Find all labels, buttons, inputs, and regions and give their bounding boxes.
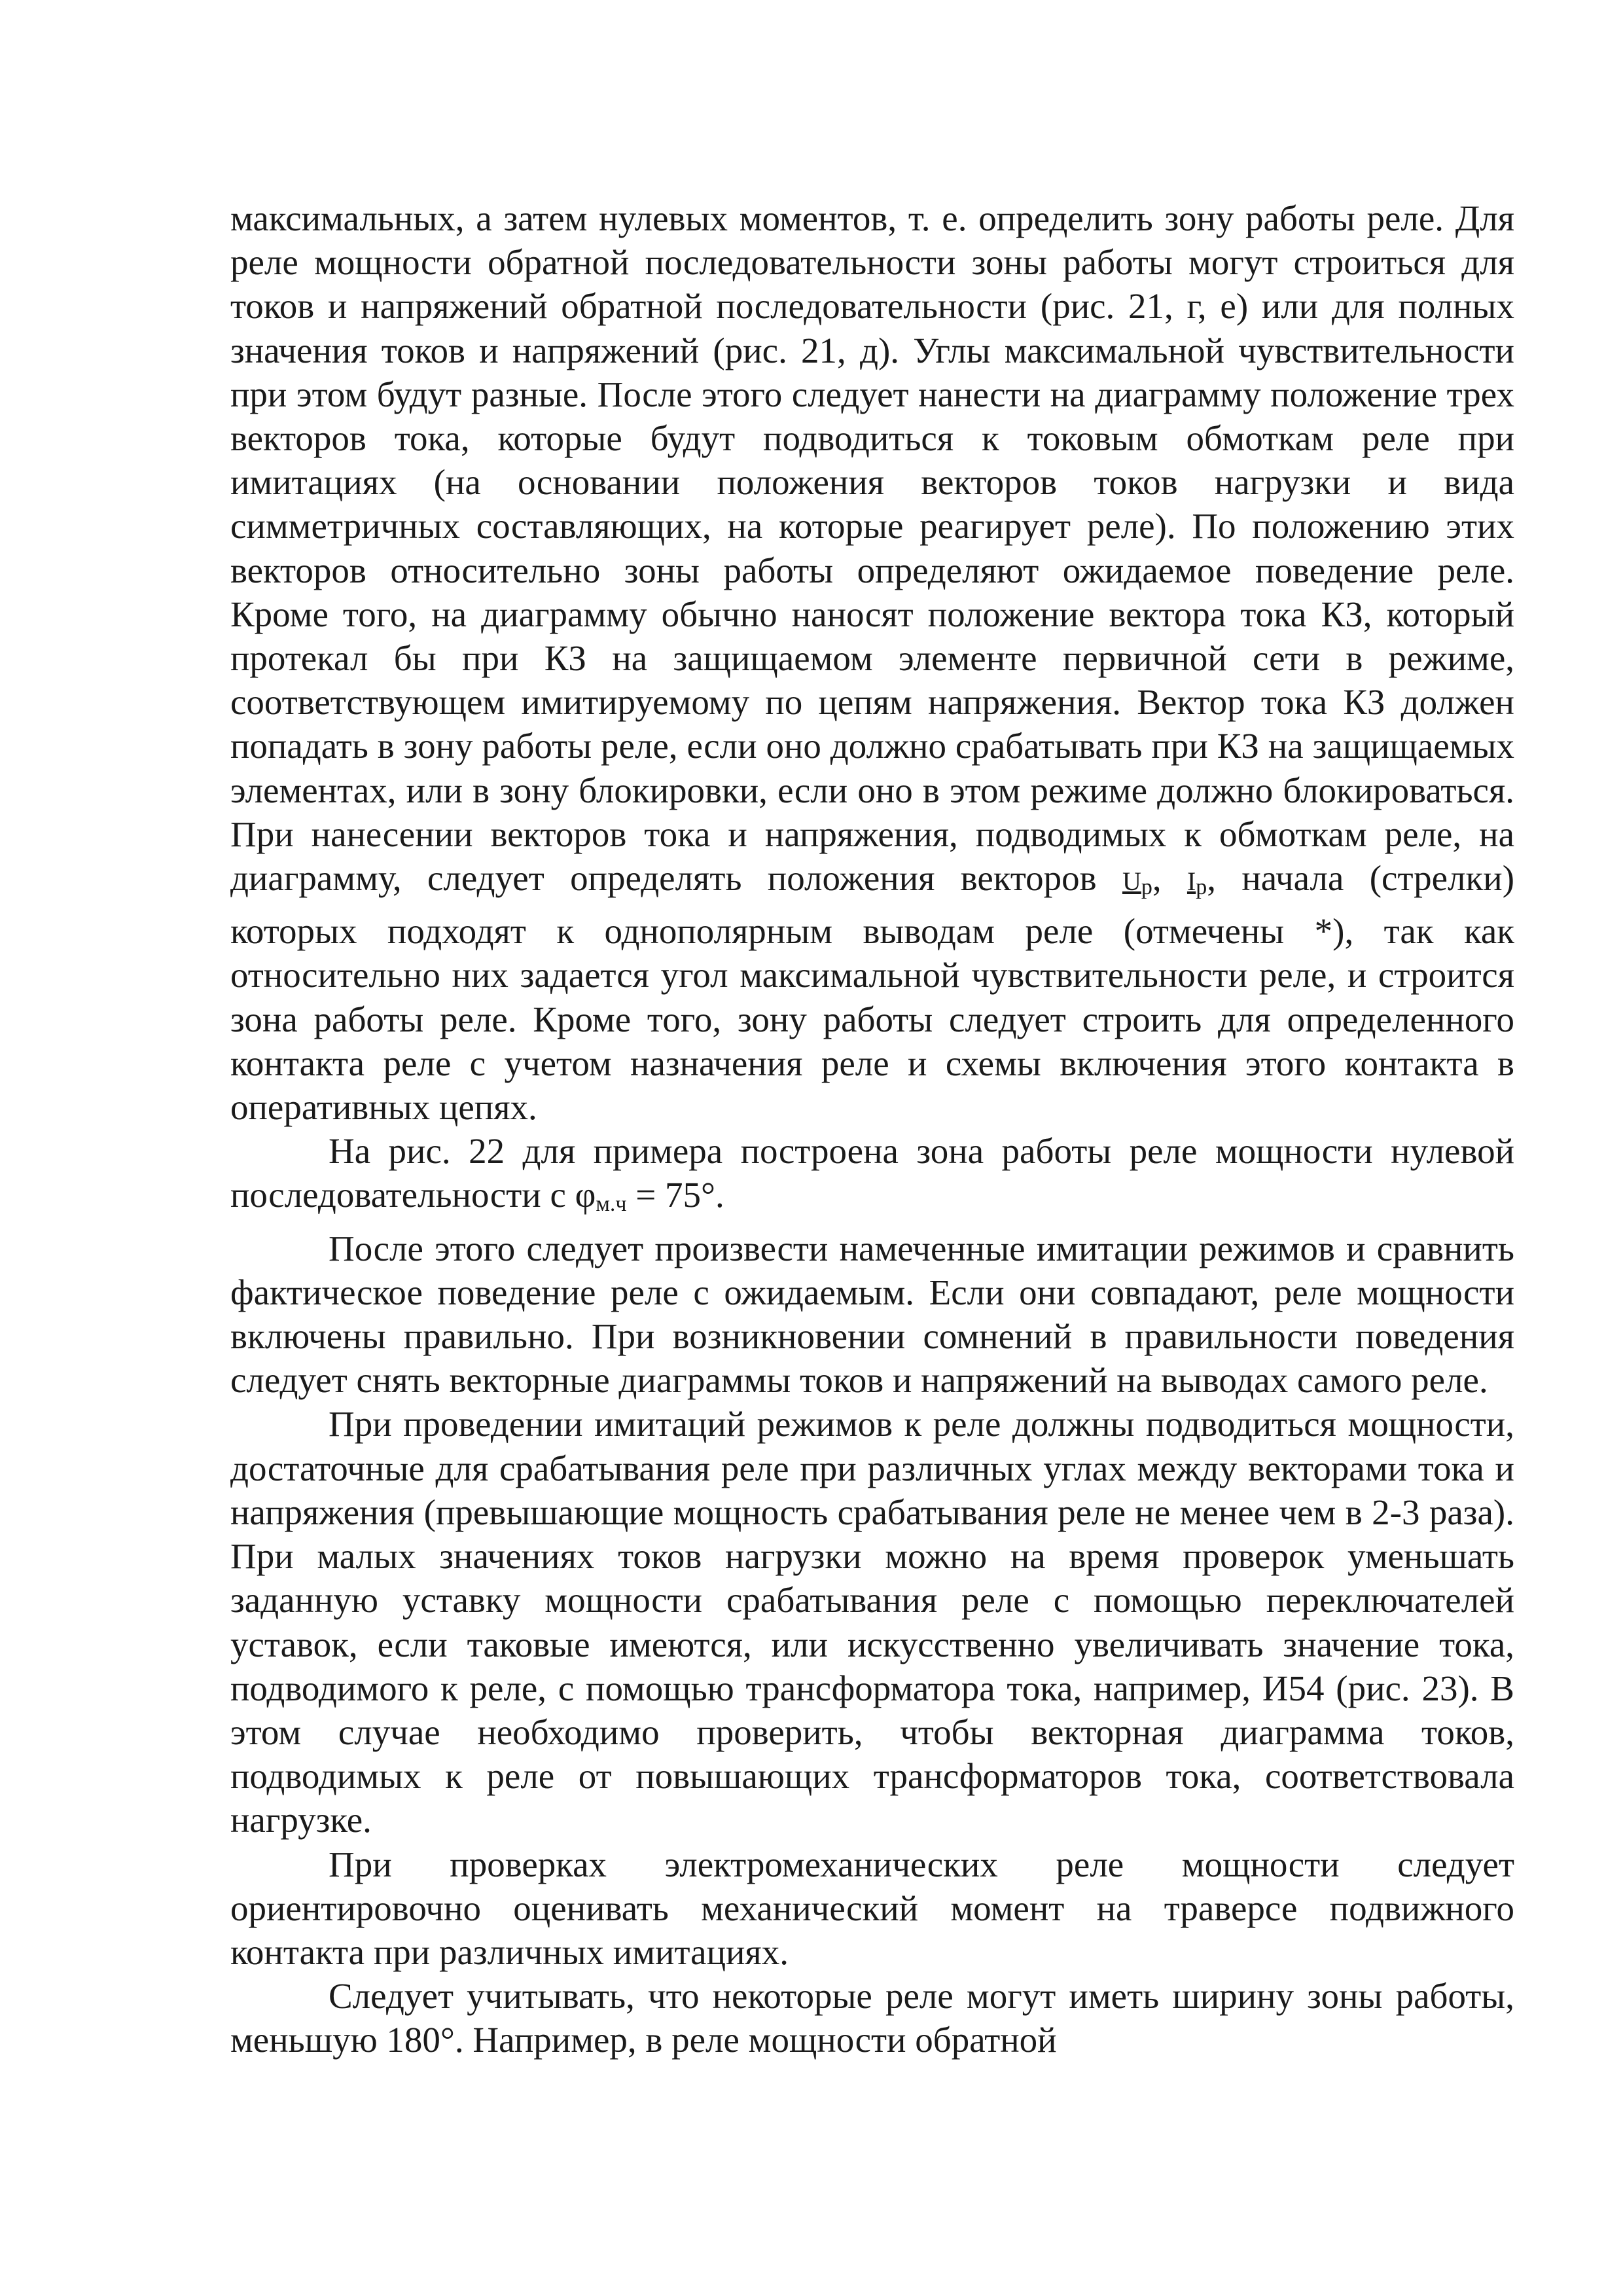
paragraph-6: Следует учитывать, что некоторые реле могут иметь ширину зоны работы, меньшую 180°. Например, в реле мощности обратной xyxy=(230,1976,1514,2060)
phi-subscript: м.ч xyxy=(596,1192,627,1217)
paragraph-2: На рис. 22 для примера построена зона работы реле мощности нулевой последовательности с φм.ч = 75°. xyxy=(230,1131,1514,1217)
paragraph-1-text: максимальных, а затем нулевых моментов, т. е. определить зону работы реле. Для реле мощности обратной последовательности зоны работы могут строиться для токов и напряжений обратной последовательности (рис. 21, г, е) или для полных значения токов и напряжений (рис. 21, д). Углы максимальной чувствительности при этом будут разные. После этого следует нанести на диаграмму положение трех векторов тока, которые будут подводиться к токовым обмоткам реле при имитациях (на основании положения векторов токов нагрузки и вида симметричных составляющих, на которые реагирует реле). По положению этих векторов относительно зоны работы определяют ожидаемое поведение реле. Кроме того, на диаграмму обычно наносят положение вектора тока КЗ, который протекал бы при КЗ на защищаемом элементе первичной сети в режиме, соответствующем имитируемому по цепям напряжения. Вектор тока КЗ должен попадать в зону работы реле, если оно должно срабатывать при КЗ на защищаемых элементах, или в зону блокировки, если оно в этом режиме должно блокироваться. При нанесении векторов тока и напряжения, подводимых к обмоткам реле, на диаграмму, следует определять положения векторов xyxy=(230,198,1514,899)
paragraph-1: максимальных, а затем нулевых моментов, т. е. определить зону работы реле. Для реле мощности обратной последовательности зоны работы могут строиться для токов и напряжений обратной последовательности (рис. 21, г, е) или для полных значения токов и напряжений (рис. 21, д). Углы максимальной чувствительности при этом будут разные. После этого следует нанести на диаграмму положение трех векторов тока, которые будут подводиться к токовым обмоткам реле при имитациях (на основании положения векторов токов нагрузки и вида симметричных составляющих, на которые реагирует реле). По положению этих векторов относительно зоны работы определяют ожидаемое поведение реле. Кроме того, на диаграмму обычно наносят положение вектора тока КЗ, который протекал бы при КЗ на защищаемом элементе первичной сети в режиме, соответствующем имитируемому по цепям напряжения. Вектор тока КЗ должен попадать в зону работы реле, если оно должно срабатывать при КЗ на защищаемых элементах, или в зону блокировки, если оно в этом режиме должно блокироваться. При нанесении векторов тока и напряжения, подводимых к обмоткам реле, на диаграмму, следует определять положения векторов Uр, Iр, начала (стрелки) которых подходят к однополярным выводам реле (отмечены *), так как относительно них задается угол максимальной чувствительности реле, и строится зона работы реле. Кроме того, зону работы следует строить для определенного контакта реле с учетом назначения реле и схемы включения этого контакта в оперативных цепях. xyxy=(230,198,1515,1128)
paragraph-4: При проведении имитаций режимов к реле должны подводиться мощности, достаточные для срабатывания реле при различных углах между векторами тока и напряжения (превышающие мощность срабатывания реле не менее чем в 2-3 раза). При малых значениях токов нагрузки можно на время проверок уменьшать заданную уставку мощности срабатывания реле с помощью переключателей уставок, если таковые имеются, или искусственно увеличивать значение тока, подводимого к реле, с помощью трансформатора тока, например, И54 (рис. 23). В этом случае необходимо проверить, чтобы векторная диаграмма токов, подводимых к реле от повышающих трансформаторов тока, соответствовала нагрузке. xyxy=(230,1404,1514,1840)
current-vector-symbol: Iр xyxy=(1186,867,1207,900)
voltage-vector-symbol: Uр xyxy=(1122,867,1152,900)
paragraph-5: При проверках электромеханических реле мощности следует ориентировочно оценивать механический момент на траверсе подвижного контакта при различных имитациях. xyxy=(230,1844,1514,1972)
document-page xyxy=(230,196,1514,2062)
paragraph-3: После этого следует произвести намеченные имитации режимов и сравнить фактическое поведение реле с ожидаемым. Если они совпадают, реле мощности включены правильно. При возникновении сомнений в правильности поведения следует снять векторные диаграммы токов и напряжений на выводах самого реле. xyxy=(230,1228,1514,1401)
paragraph-1-continuation: , начала (стрелки) которых подходят к однополярным выводам реле (отмечены *), так как относительно них задается угол максимальной чувствительности реле, и строится зона работы реле. Кроме того, зону работы следует строить для определенного контакта реле с учетом назначения реле и схемы включения этого контакта в оперативных цепях. xyxy=(230,858,1515,1128)
